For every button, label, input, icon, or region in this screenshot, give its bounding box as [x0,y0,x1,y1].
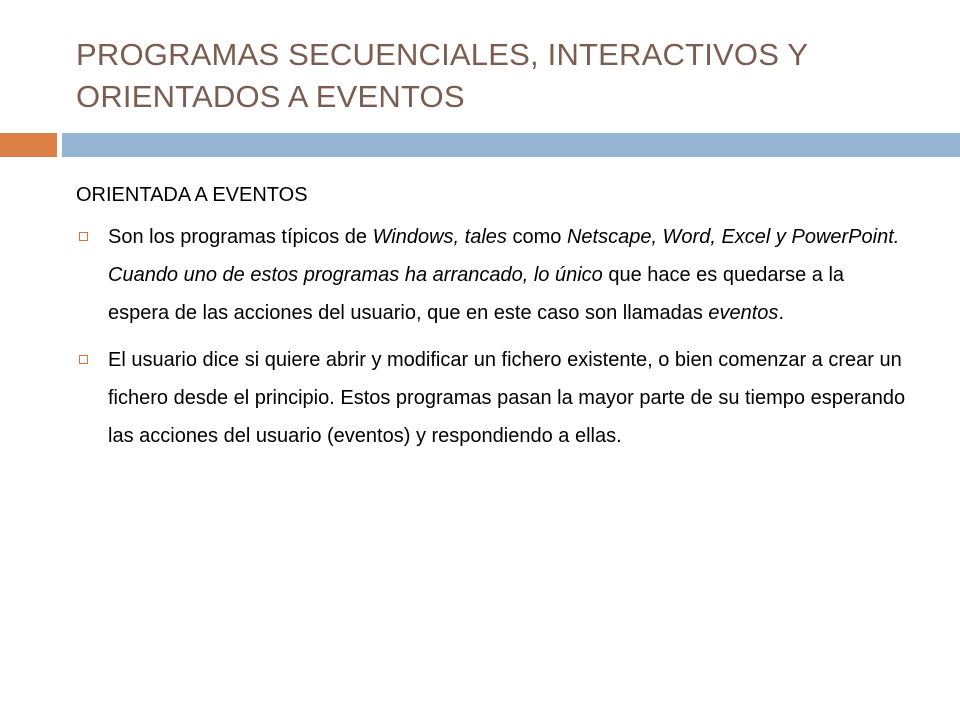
bullet-1-segment-2: Windows, tales [372,226,507,248]
square-bullet-icon [79,355,88,364]
bullet-1-segment-3: como [506,226,567,248]
bullet-1-segment-7: . [778,302,784,324]
bullet-item-1 [76,218,906,332]
accent-bar-orange [0,133,57,157]
bullet-1-segment-6: eventos [708,302,779,324]
bullet-text-1 [108,226,899,324]
bullet-item-2 [76,341,906,455]
slide-content [76,176,906,464]
bullet-1-segment-5: que hace es quedarse a la espera de las acciones del usuario, que en este caso son llamadas [108,264,845,324]
square-bullet-icon [79,232,88,241]
slide-title-line-2: ORIENTADOS A EVENTOS [76,79,465,114]
bullet-1-segment-1: Son los programas típicos de [108,226,373,248]
section-subheading: ORIENTADA A EVENTOS [76,184,308,206]
slide-title [76,34,936,118]
accent-bar-blue [62,133,960,157]
slide-title-line-1: PROGRAMAS SECUENCIALES, INTERACTIVOS Y [76,37,809,72]
bullet-1-segment-4: Netscape, Word, Excel y PowerPoint. Cuando uno de estos programas ha arrancado, lo único [108,226,900,286]
bullet-text-2: El usuario dice si quiere abrir y modificar un fichero existente, o bien comenzar a crear un fichero desde el principio. Estos programas pasan la mayor parte de su tiempo esperando las acciones del usuario (eventos) y respondiendo a ellas. [108,349,906,447]
